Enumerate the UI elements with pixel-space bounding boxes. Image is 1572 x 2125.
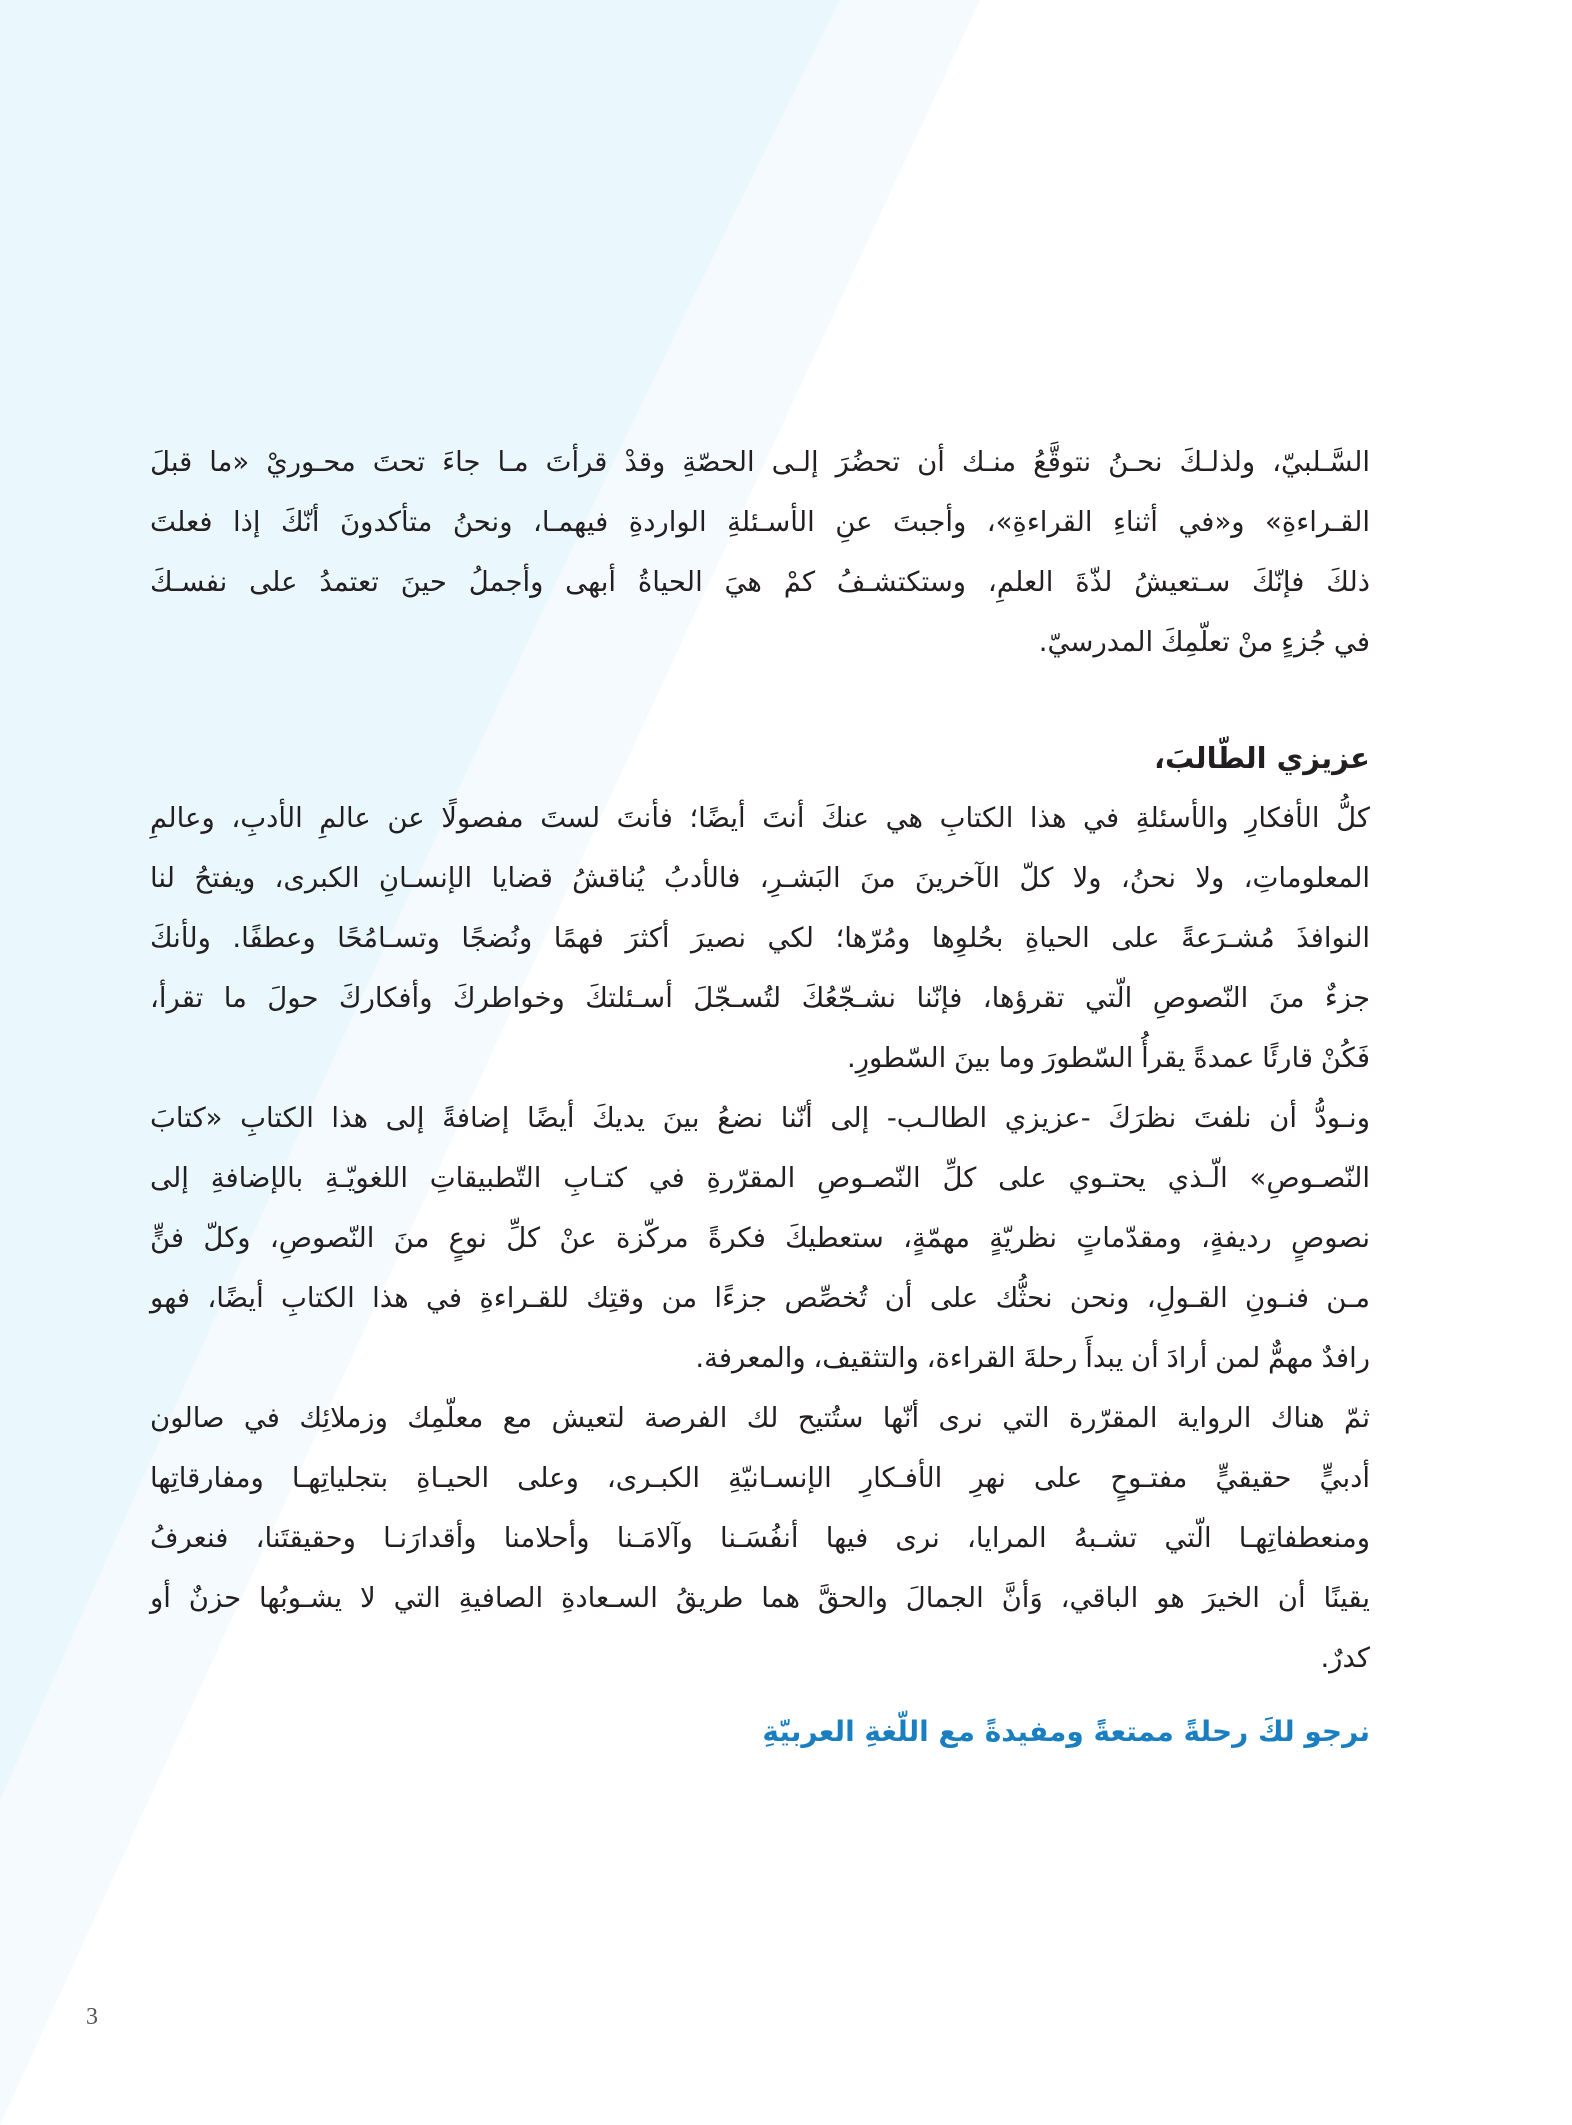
text-line: فَكُنْ قارئًا عمدةً يقرأُ السّطورَ وما بينَ السّطورِ.: [846, 1042, 1370, 1074]
text-line: جزءٌ منَ النّصوصِ الّتي تقرؤها، فإنّنا نشـجّعُكَ لتُسـجّلَ أسـئلتكَ وخواطركَ وأفكاركَ حولَ ما تقرأ،: [150, 982, 1370, 1014]
text-line: كلُّ الأفكارِ والأسئلةِ في هذا الكتابِ هي عنكَ أنتَ أيضًا؛ فأنتَ لستَ مفصولًا عن عالمِ الأدبِ، وعالمِ: [150, 802, 1370, 834]
text-line: ثمّ هناك الرواية المقرّرة التي نرى أنّها ستُتيح لك الفرصة لتعيش مع معلّمِك وزملائِك في صالون: [150, 1402, 1370, 1434]
text-line: أدبيٍّ حقيقيٍّ مفتـوحٍ على نهرِ الأفـكارِ الإنسـانيّةِ الكبـرى، وعلى الحيـاةِ بتجلياتِهـا ومفارقاتِها: [150, 1462, 1370, 1494]
text-line: المعلوماتِ، ولا نحنُ، ولا كلّ الآخرينَ منَ البَشـرِ، فالأدبُ يُناقشُ قضايا الإنسـانِ الكبرى، ويفتحُ لنا: [150, 862, 1370, 894]
text-line: النوافذَ مُشـرَعةً على الحياةِ بحُلوِها ومُرّها؛ لكي نصيرَ أكثرَ فهمًا ونُضجًا وتسـامُحًا وعطفًا. ولأنكَ: [150, 922, 1370, 954]
section-heading: عزيزي الطّالبَ،: [1153, 741, 1370, 775]
text-line: ونـودُّ أن نلفتَ نظرَكَ -عزيزي الطالـب- إلى أنّنا نضعُ بينَ يديكَ أيضًا إضافةً إلى هذا الكتابِ «كتابَ: [150, 1102, 1370, 1134]
page-body: [150, 432, 1370, 1762]
text-line: كدرٌ.: [1320, 1642, 1370, 1674]
text-line: مـن فنـونِ القـولِ، ونحن نحثُّك على أن تُخصِّص جزءًا من وقتِك للقـراءةِ في هذا الكتابِ أيضًا، فهو: [150, 1282, 1370, 1314]
page-number: 3: [86, 2004, 98, 2030]
text-line: ذلكَ فإنّكَ سـتعيشُ لذّةَ العلمِ، وستكتشـفُ كمْ هيَ الحياةُ أبهى وأجملُ حينَ تعتمدُ على نفسـكَ: [150, 566, 1370, 598]
text-line: السَّـلبيّ، ولذلـكَ نحـنُ نتوقَّعُ منـك أن تحضُرَ إلـى الحصّةِ وقدْ قرأتَ مـا جاءَ تحتَ محـوريْ «ما قبلَ: [150, 446, 1370, 478]
paragraph-2: [150, 1088, 1370, 1388]
closing-line: نرجو لكَ رحلةً ممتعةً ومفيدةً مع اللّغةِ العربيّةِ: [762, 1715, 1370, 1748]
text-line: رافدٌ مهمٌّ لمن أرادَ أن يبدأَ رحلةَ القراءة، والتثقيف، والمعرفة.: [695, 1342, 1370, 1374]
text-line: يقينًا أن الخيرَ هو الباقي، وَأنَّ الجمالَ والحقَّ هما طريقُ السـعادةِ الصافيةِ التي لا يشـوبُها حزنٌ أو: [150, 1582, 1370, 1614]
intro-paragraph: [150, 432, 1370, 672]
paragraph-1: [150, 788, 1370, 1088]
text-line: القـراءةِ» و«في أثناءِ القراءةِ»، وأجبتَ عنِ الأسـئلةِ الواردةِ فيهمـا، ونحنُ متأكدونَ أنّكَ إذا فعلتَ: [150, 506, 1370, 538]
text-line: نصوصٍ رديفةٍ، ومقدّماتٍ نظريّةٍ مهمّةٍ، ستعطيكَ فكرةً مركّزة عنْ كلِّ نوعٍ منَ النّصوصِ، وكلّ فنٍّ: [150, 1222, 1370, 1254]
paragraph-3: [150, 1388, 1370, 1688]
text-line: النّصـوصِ» الّـذي يحتـوي على كلِّ النّصـوصِ المقرّرةِ في كتـابِ التّطبيقاتِ اللغويّـةِ بالإضافةِ إلى: [150, 1162, 1370, 1194]
text-line: في جُزءٍ منْ تعلّمِكَ المدرسيّ.: [1038, 626, 1370, 658]
text-line: ومنعطفاتِهـا الّتي تشـبهُ المرايا، نرى فيها أنفُسَـنا وآلامَـنا وأحلامنا وأقدارَنـا وحقيقتَنا، فنعرفُ: [150, 1522, 1370, 1554]
